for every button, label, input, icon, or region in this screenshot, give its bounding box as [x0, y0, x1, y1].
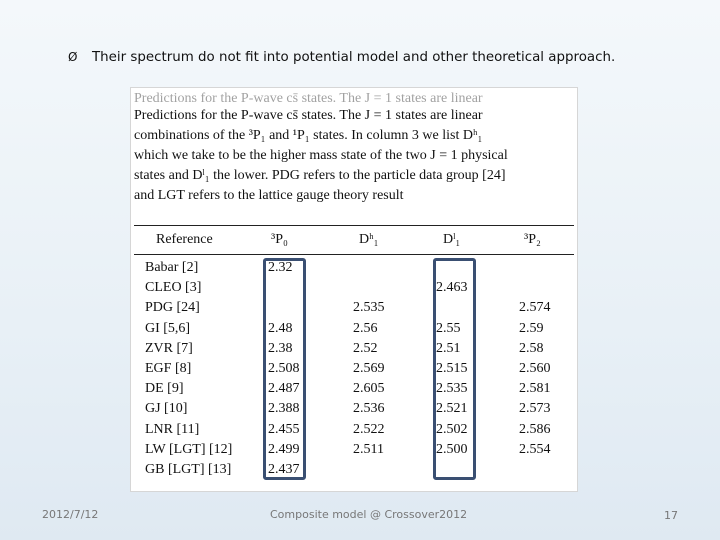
- row-reference: GI [5,6]: [145, 320, 191, 336]
- row-value: 2.388: [268, 401, 300, 417]
- row-value: 2.55: [436, 320, 461, 336]
- row-reference: GJ [10]: [145, 401, 188, 417]
- row-value: 2.32: [268, 260, 293, 275]
- header-reference: Reference: [156, 232, 213, 247]
- row-reference: PDG [24]: [145, 300, 200, 316]
- row-reference: EGF [8]: [145, 361, 192, 376]
- page-number: 17: [664, 509, 678, 522]
- row-value: 2.511: [353, 441, 384, 457]
- footer-title: Composite model @ Crossover2012: [270, 508, 468, 521]
- row-value: 2.569: [353, 361, 385, 376]
- row-value: 2.38: [268, 340, 293, 356]
- arrow-bullet-icon: Ø: [68, 50, 78, 64]
- row-value: 2.573: [519, 401, 551, 417]
- bullet-text: Their spectrum do not fit into potential model and other theoretical approach.: [92, 50, 616, 65]
- table-row: [131, 361, 577, 381]
- row-reference: GB [LGT] [13]: [145, 462, 232, 477]
- row-value: 2.536: [353, 401, 385, 417]
- footer-date: 2012/7/12: [42, 508, 99, 521]
- row-value: 2.59: [519, 320, 544, 336]
- table-top-rule: [134, 225, 574, 226]
- header-3p2: ³P₂: [524, 232, 541, 247]
- row-value: 2.521: [436, 401, 468, 417]
- table-row: [131, 280, 577, 300]
- row-value: 2.508: [268, 361, 300, 376]
- caption-line: states and Dˡ₁ the lower. PDG refers to the particle data group [24]: [134, 168, 506, 183]
- row-value: 2.437: [268, 462, 300, 477]
- row-reference: LNR [11]: [145, 421, 200, 437]
- row-value: 2.554: [519, 441, 551, 457]
- row-value: 2.502: [436, 421, 468, 437]
- row-value: 2.51: [436, 340, 461, 356]
- row-value: 2.535: [353, 300, 385, 316]
- row-value: 2.522: [353, 421, 385, 437]
- table-header-rule: [134, 254, 574, 255]
- highlight-box-3p0: [263, 258, 306, 480]
- row-reference: Babar [2]: [145, 260, 199, 275]
- row-value: 2.487: [268, 381, 300, 397]
- header-3p0: ³P₀: [271, 232, 288, 247]
- highlight-box-d1l: [433, 258, 476, 480]
- row-value: 2.581: [519, 381, 551, 397]
- table-row: [131, 341, 577, 361]
- table-row: [131, 442, 577, 462]
- row-value: 2.58: [519, 340, 544, 356]
- row-reference: LW [LGT] [12]: [145, 441, 233, 457]
- table-row: [131, 300, 577, 320]
- header-d1h: Dʰ₁: [359, 232, 379, 247]
- row-value: 2.56: [353, 320, 378, 336]
- table-row: [131, 401, 577, 421]
- row-value: 2.463: [436, 280, 468, 296]
- table-row: [131, 260, 577, 280]
- row-value: 2.455: [268, 421, 300, 437]
- row-value: 2.52: [353, 340, 378, 356]
- table-image-panel: [130, 87, 578, 492]
- row-value: 2.499: [268, 441, 300, 457]
- row-value: 2.500: [436, 441, 468, 457]
- caption-line: Predictions for the P-wave cs̄ states. The J = 1 states are linear: [134, 92, 483, 106]
- slide-bullet: [68, 50, 708, 65]
- row-value: 2.515: [436, 361, 468, 376]
- table-caption: [134, 92, 572, 206]
- table-row: [131, 422, 577, 442]
- row-value: 2.574: [519, 300, 551, 316]
- row-value: 2.48: [268, 320, 293, 336]
- table-row: [131, 462, 577, 482]
- caption-line: combinations of the ³P₁ and ¹P₁ states. In column 3 we list Dʰ₁: [134, 128, 483, 143]
- caption-line: which we take to be the higher mass state of the two J = 1 physical: [134, 148, 508, 163]
- table-row: [131, 321, 577, 341]
- row-value: 2.586: [519, 421, 551, 437]
- row-reference: DE [9]: [145, 381, 184, 397]
- row-value: 2.605: [353, 381, 385, 397]
- row-reference: CLEO [3]: [145, 280, 202, 296]
- header-d1l: Dˡ₁: [443, 232, 461, 247]
- row-value: 2.560: [519, 361, 551, 376]
- row-value: 2.535: [436, 381, 468, 397]
- row-reference: ZVR [7]: [145, 340, 193, 356]
- caption-line: Predictions for the P-wave cs̄ states. The J = 1 states are linear: [134, 108, 483, 123]
- caption-line: and LGT refers to the lattice gauge theory result: [134, 188, 404, 203]
- table-row: [131, 381, 577, 401]
